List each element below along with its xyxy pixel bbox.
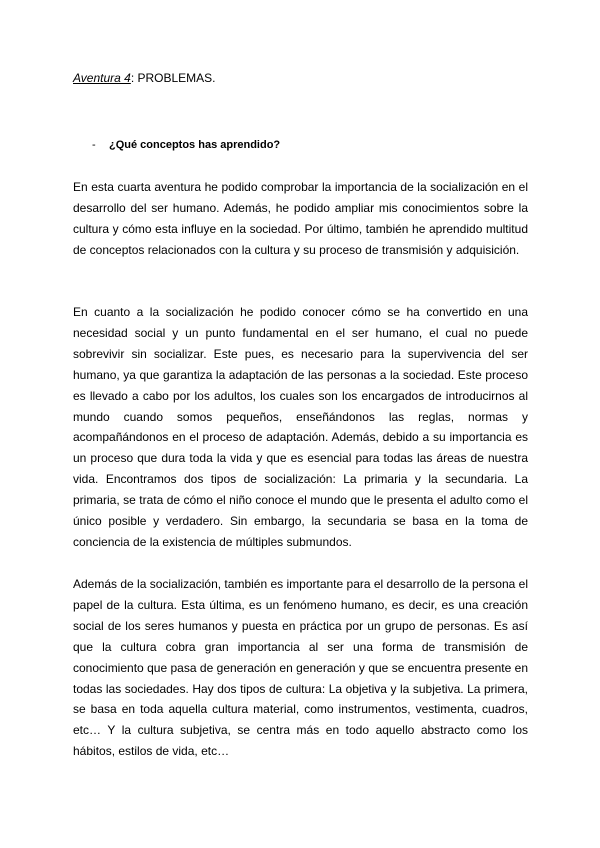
bullet-dash: - bbox=[92, 139, 96, 151]
paragraph-culture: Además de la socialización, también es importante para el desarrollo de la persona el papel de la cultura. Esta última, es un fenómeno humano, es decir, es una creación social de los seres humanos y puesta en práctica por un grupo de personas. Es así que la cultura cobra gran importancia al ser una forma de transmisión de conocimiento que pasa de generación en generación y que se encuentra presente en todas las sociedades. Hay dos tipos de cultura: La objetiva y la subjetiva. La primera, se basa en toda aquella cultura material, como instrumentos, vestimenta, cuadros, etc… Y la cultura subjetiva, se centra más en todo aquello abstracto como los hábitos, estilos de vida, etc… bbox=[73, 577, 528, 759]
heading-title-rest: : PROBLEMAS. bbox=[130, 71, 216, 85]
question-bullet-item bbox=[92, 138, 280, 152]
document-heading bbox=[73, 71, 216, 86]
paragraph-intro: En esta cuarta aventura he podido comprobar la importancia de la socialización en el desarrollo del ser humano. Además, he podido ampliar mis conocimientos sobre la cultura y cómo esta influye en la sociedad. Por último, también he aprendido multitud de conceptos relacionados con la cultura y su proceso de transmisión y adquisición. bbox=[73, 180, 528, 257]
paragraph-socialization: En cuanto a la socialización he podido conocer cómo se ha convertido en una necesidad social y un punto fundamental en el ser humano, el cual no puede sobrevivir sin socializar. Este pues, es necesario para la supervivencia del ser humano, ya que garantiza la adaptación de las personas a la sociedad. Este proceso es llevado a cabo por los adultos, los cuales son los encargados de introducirnos al mundo cuando somos pequeños, enseñándonos las reglas, normas y acompañándonos en el proceso de adaptación. Además, debido a su importancia es un proceso que dura toda la vida y que es esencial para todas las áreas de nuestra vida. Encontramos dos tipos de socialización: La primaria y la secundaria. La primaria, se trata de cómo el niño conoce el mundo que le presenta el adulto como el único posible y verdadero. Sin embargo, la secundaria se basa en la toma de conciencia de la existencia de múltiples submundos. bbox=[73, 305, 528, 549]
question-text: ¿Qué conceptos has aprendido? bbox=[109, 139, 281, 151]
heading-title-italic: Aventura 4 bbox=[73, 71, 131, 85]
